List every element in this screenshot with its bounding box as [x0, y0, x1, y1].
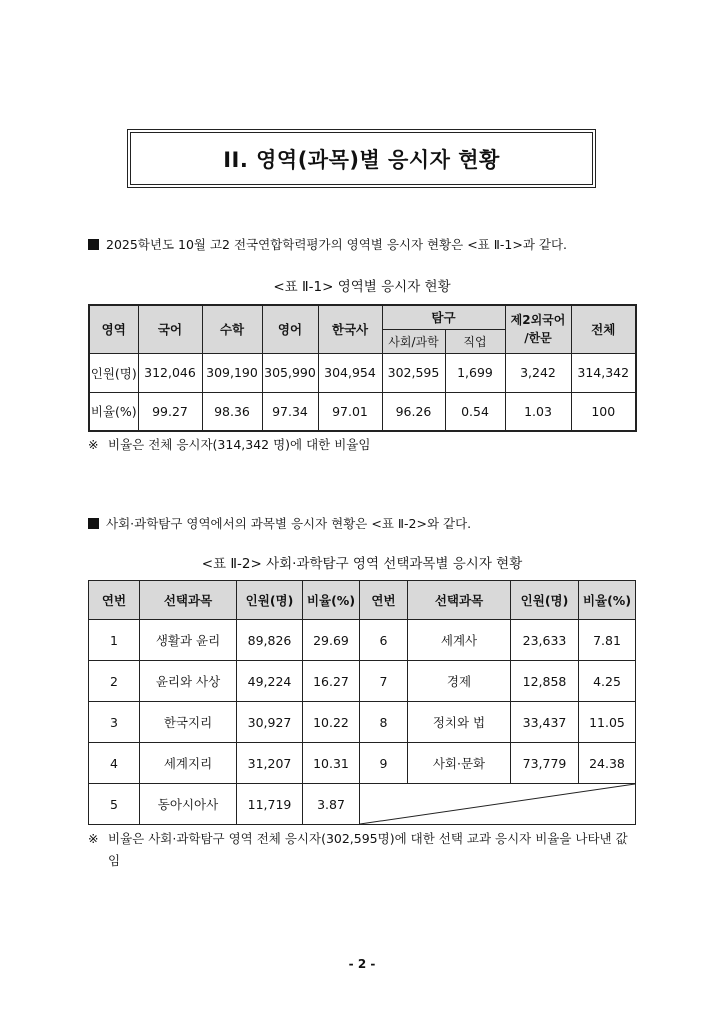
section-title: II. 영역(과목)별 응시자 현황 [130, 132, 593, 185]
note-mark: ※ [88, 831, 99, 846]
cell-subject: 경제 [408, 661, 511, 702]
cell-total: 314,342 [571, 353, 636, 392]
cell-num: 8 [360, 702, 408, 743]
cell-total: 100 [571, 392, 636, 431]
cell-foreign: 1.03 [505, 392, 571, 431]
page-number: - 2 - [348, 957, 376, 971]
cell-ratio: 29.69 [303, 620, 360, 661]
table-1-caption: <표 Ⅱ-1> 영역별 응시자 현황 [273, 279, 451, 295]
table-row [89, 702, 636, 743]
cell-subject: 정치와 법 [408, 702, 511, 743]
table-2 [88, 580, 636, 825]
cell-subject: 윤리와 사상 [140, 661, 237, 702]
header-num: 연번 [360, 581, 408, 620]
header-num: 연번 [89, 581, 140, 620]
header-foreign-line1: 제2외국어 [510, 313, 566, 328]
header-ratio: 비율(%) [303, 581, 360, 620]
cell-foreign: 3,242 [505, 353, 571, 392]
cell-math: 98.36 [202, 392, 262, 431]
cell-num: 1 [89, 620, 140, 661]
header-math: 수학 [202, 305, 262, 353]
diagonal-line [360, 784, 635, 824]
cell-ratio: 16.27 [303, 661, 360, 702]
row-label: 인원(명) [89, 353, 138, 392]
table-row [89, 620, 636, 661]
table-row [89, 784, 636, 825]
cell-social-science: 302,595 [382, 353, 445, 392]
paragraph-1-text: 2025학년도 10월 고2 전국연합학력평가의 영역별 응시자 현황은 <표 Ⅱ-1>과 같다. [106, 237, 567, 252]
cell-ratio: 4.25 [579, 661, 636, 702]
cell-english: 305,990 [262, 353, 318, 392]
square-bullet-icon [88, 239, 99, 250]
header-ratio: 비율(%) [579, 581, 636, 620]
cell-vocational: 1,699 [445, 353, 505, 392]
cell-num: 7 [360, 661, 408, 702]
cell-count: 33,437 [511, 702, 579, 743]
cell-count: 23,633 [511, 620, 579, 661]
cell-korean: 312,046 [138, 353, 202, 392]
header-inquiry: 탐구 [382, 305, 505, 329]
table-2-note [88, 828, 638, 872]
header-english: 영어 [262, 305, 318, 353]
cell-count: 30,927 [237, 702, 303, 743]
cell-ratio: 11.05 [579, 702, 636, 743]
header-history: 한국사 [318, 305, 382, 353]
cell-history: 304,954 [318, 353, 382, 392]
table-2-note-text: 비율은 사회·과학탐구 영역 전체 응시자(302,595명)에 대한 선택 교과 응시자 비율을 나타낸 값임 [108, 831, 628, 868]
paragraph-2-text: 사회·과학탐구 영역에서의 과목별 응시자 현황은 <표 Ⅱ-2>와 같다. [106, 516, 472, 531]
table-1-note [88, 434, 638, 456]
cell-ratio: 10.31 [303, 743, 360, 784]
cell-subject: 세계지리 [140, 743, 237, 784]
cell-num: 2 [89, 661, 140, 702]
header-foreign-line2: /한문 [524, 331, 552, 346]
header-foreign [505, 305, 571, 353]
table-1-note-text: 비율은 전체 응시자(314,342 명)에 대한 비율임 [108, 437, 371, 452]
header-subject: 선택과목 [408, 581, 511, 620]
header-area: 영역 [89, 305, 138, 353]
table-row [89, 353, 636, 392]
cell-num: 3 [89, 702, 140, 743]
cell-english: 97.34 [262, 392, 318, 431]
cell-ratio: 24.38 [579, 743, 636, 784]
table-2-caption: <표 Ⅱ-2> 사회·과학탐구 영역 선택과목별 응시자 현황 [201, 556, 523, 572]
cell-korean: 99.27 [138, 392, 202, 431]
section-title-box [127, 129, 596, 188]
cell-history: 97.01 [318, 392, 382, 431]
square-bullet-icon [88, 518, 99, 529]
cell-num: 4 [89, 743, 140, 784]
cell-vocational: 0.54 [445, 392, 505, 431]
cell-ratio: 10.22 [303, 702, 360, 743]
cell-count: 49,224 [237, 661, 303, 702]
header-korean: 국어 [138, 305, 202, 353]
cell-num: 9 [360, 743, 408, 784]
paragraph-2 [88, 514, 471, 532]
cell-subject: 사회·문화 [408, 743, 511, 784]
row-label: 비율(%) [89, 392, 138, 431]
header-vocational: 직업 [445, 329, 505, 353]
cell-num: 5 [89, 784, 140, 825]
table-row [89, 392, 636, 431]
cell-ratio: 7.81 [579, 620, 636, 661]
header-subject: 선택과목 [140, 581, 237, 620]
header-total: 전체 [571, 305, 636, 353]
header-social-science: 사회/과학 [382, 329, 445, 353]
cell-subject: 세계사 [408, 620, 511, 661]
cell-math: 309,190 [202, 353, 262, 392]
paragraph-1 [88, 235, 567, 253]
header-count: 인원(명) [237, 581, 303, 620]
cell-subject: 동아시아사 [140, 784, 237, 825]
cell-count: 11,719 [237, 784, 303, 825]
cell-count: 73,779 [511, 743, 579, 784]
cell-ratio: 3.87 [303, 784, 360, 825]
table-row [89, 661, 636, 702]
table-1 [88, 304, 637, 432]
empty-diagonal-cell [360, 784, 636, 825]
cell-subject: 한국지리 [140, 702, 237, 743]
cell-count: 89,826 [237, 620, 303, 661]
cell-subject: 생활과 윤리 [140, 620, 237, 661]
table-row [89, 743, 636, 784]
cell-social-science: 96.26 [382, 392, 445, 431]
cell-count: 31,207 [237, 743, 303, 784]
cell-num: 6 [360, 620, 408, 661]
note-mark: ※ [88, 437, 99, 452]
cell-count: 12,858 [511, 661, 579, 702]
header-count: 인원(명) [511, 581, 579, 620]
